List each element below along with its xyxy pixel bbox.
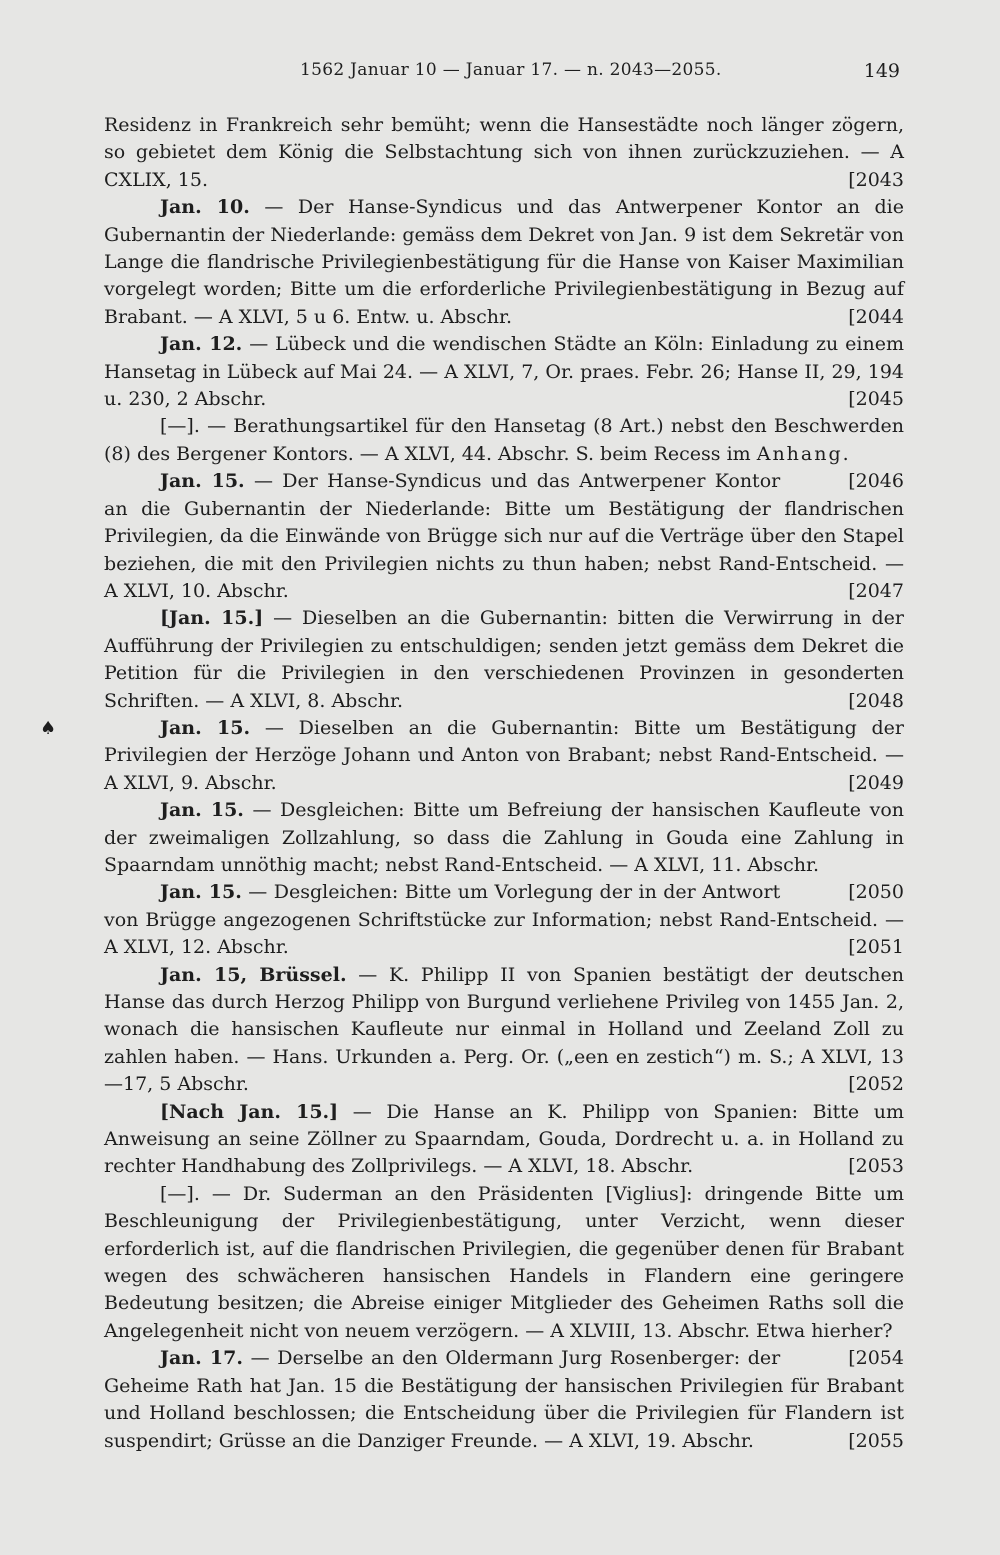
register-entry: [104, 331, 904, 413]
entry-text: — Desgleichen: Bitte um Vorlegung der in der Antwort von Brügge angezogenen Schriftstücke zur Information; nebst Rand-Entscheid. — A XLVI, 12. Abschr.: [104, 881, 904, 959]
entry-number: [2053: [848, 1155, 904, 1178]
entry-number: [2050: [848, 881, 904, 904]
entry-date: Jan. 15.: [160, 881, 242, 904]
entry-number: [2048: [848, 689, 904, 712]
entry-text: — Dieselben an die Gubernantin: bitten die Verwirrung in der Aufführung der Privilegien zu entschuldigen; senden jetzt gemäss dem Dekret die Petition für die Privilegien in den verschiedenen Provinzen in gesonderten Schriften. — A XLVI, 8. Abschr.: [104, 607, 904, 712]
entry-date: [—].: [160, 1182, 200, 1205]
entry-text: — Dr. Suderman an den Präsidenten [Viglius]: dringende Bitte um Beschleunigung der Privilegienbestätigung, unter Verzicht, wenn dieser erforderlich ist, auf die flandrischen Privilegien, die gegenüber denen für Brabant wegen des schwächeren hansischen Handels in Flandern eine geringere Bedeutung besitzen; die Abreise einiger Mitglieder des Geheimen Raths soll die Angelegenheit nicht von neuem verzögern. — A XLVIII, 13. Abschr. Etwa hierher?: [104, 1182, 904, 1342]
entry-date: [Nach Jan. 15.]: [160, 1100, 339, 1123]
register-entry: [104, 605, 904, 715]
entry-number: [2043: [848, 168, 904, 191]
register-entries: [104, 112, 904, 1455]
entry-date: Jan. 10.: [160, 196, 250, 219]
entry-text: — Derselbe an den Oldermann Jurg Rosenberger: der Geheime Rath hat Jan. 15 die Bestätigung der hansischen Privilegien für Brabant und Holland beschlossen; die Entscheidung über die Privilegien für Flandern ist suspendirt; Grüsse an die Danziger Freunde. — A XLVI, 19. Abschr.: [104, 1347, 904, 1452]
entry-date: Jan. 15.: [160, 470, 245, 493]
register-entry: [104, 879, 904, 961]
entry-text: — Der Hanse-Syndicus und das Antwerpener Kontor an die Gubernantin der Niederlande: Bitte um Bestätigung der flandrischen Privilegien, da die Einwände von Brügge sich nur auf die Verträge über den Stapel beziehen, die mit den Privilegien nichts zu thun haben; nebst Rand-Entscheid. — A XLVI, 10. Abschr.: [104, 470, 904, 602]
margin-mark: ♠: [40, 718, 57, 739]
entry-text: — Der Hanse-Syndicus und das Antwerpener Kontor an die Gubernantin der Niederlande: gemäss dem Dekret von Jan. 9 ist dem Sekretär von Lange die flandrische Privilegienbestätigung für die Hanse von Kaiser Maximilian vorgelegt worden; Bitte um die erforderliche Privilegienbestätigung in Bezug auf Brabant. — A XLVI, 5 u 6. Entw. u. Abschr.: [104, 196, 905, 328]
entry-text: — Lübeck und die wendischen Städte an Köln: Einladung zu einem Hansetag in Lübeck auf Mai 24. — A XLVI, 7, Or. praes. Febr. 26; Hanse II, 29, 194 u. 230, 2 Abschr.: [104, 333, 904, 411]
entry-date: Jan. 15, Brüssel.: [160, 963, 347, 986]
page-number: 149: [863, 60, 900, 82]
page-header: [100, 60, 900, 90]
register-entry: [104, 797, 904, 904]
entry-appendix-ref: Anhang.: [756, 442, 851, 465]
entry-text: Residenz in Frankreich sehr bemüht; wenn die Hansestädte noch länger zögern, so gebietet dem König die Selbstachtung sich von ihnen zurückzuziehen. — A CXLIX, 15.: [104, 114, 904, 191]
entry-date: [—].: [160, 415, 200, 438]
register-entry: [104, 1345, 904, 1455]
running-head: 1562 Januar 10 — Januar 17. — n. 2043—2055.: [300, 60, 722, 80]
entry-date: Jan. 15.: [160, 716, 251, 739]
entry-number: [2051: [848, 936, 904, 959]
entry-number: [2047: [848, 579, 904, 602]
entry-text: — Desgleichen: Bitte um Befreiung der hansischen Kaufleute von der zweimaligen Zollzahlung, so dass die Zahlung in Gouda eine Zahlung in Spaarndam unnöthig macht; nebst Rand-Entscheid. — A XLVI, 11. Abschr.: [104, 799, 904, 876]
register-entry: [104, 962, 904, 1099]
entry-text: — Dieselben an die Gubernantin: Bitte um Bestätigung der Privilegien der Herzöge Johann und Anton von Brabant; nebst Rand-Entscheid. — A XLVI, 9. Abschr.: [104, 716, 905, 794]
entry-number: [2046: [848, 470, 904, 493]
entry-number: [2044: [848, 305, 904, 328]
entry-number: [2052: [848, 1073, 904, 1096]
entry-date: Jan. 15.: [160, 799, 244, 822]
register-entry: [104, 194, 904, 331]
entry-number: [2049: [848, 771, 904, 794]
register-entry: [104, 1099, 904, 1181]
entry-date: [Jan. 15.]: [160, 607, 264, 630]
entry-number: [2054: [848, 1347, 904, 1370]
register-entry: [104, 715, 904, 797]
entry-number: [2055: [848, 1429, 904, 1452]
entry-text: — Die Hanse an K. Philipp von Spanien: Bitte um Anweisung an seine Zöllner zu Spaarndam, Gouda, Dordrecht u. a. in Holland zu rechter Handhabung des Zollprivilegs. — A XLVI, 18. Abschr.: [104, 1100, 904, 1178]
entry-number: [2045: [848, 388, 904, 411]
entry-date: Jan. 12.: [160, 333, 243, 356]
entry-text: — K. Philipp II von Spanien bestätigt der deutschen Hanse das durch Herzog Philipp von Burgund verliehene Privileg von 1455 Jan. 2, wonach die hansischen Kaufleute nur einmal in Holland und Zeeland Zoll zu zahlen haben. — Hans. Urkunden a. Perg. Or. („een en zestich“) m. S.; A XLVI, 13—17, 5 Abschr.: [104, 963, 904, 1096]
entry-text: — Berathungsartikel für den Hansetag (8 Art.) nebst den Beschwerden (8) des Bergener Kontors. — A XLVI, 44. Abschr. S. beim Recess im: [104, 415, 904, 465]
entry-date: Jan. 17.: [160, 1347, 243, 1370]
register-entry: [104, 112, 904, 194]
register-entry: [104, 468, 904, 605]
